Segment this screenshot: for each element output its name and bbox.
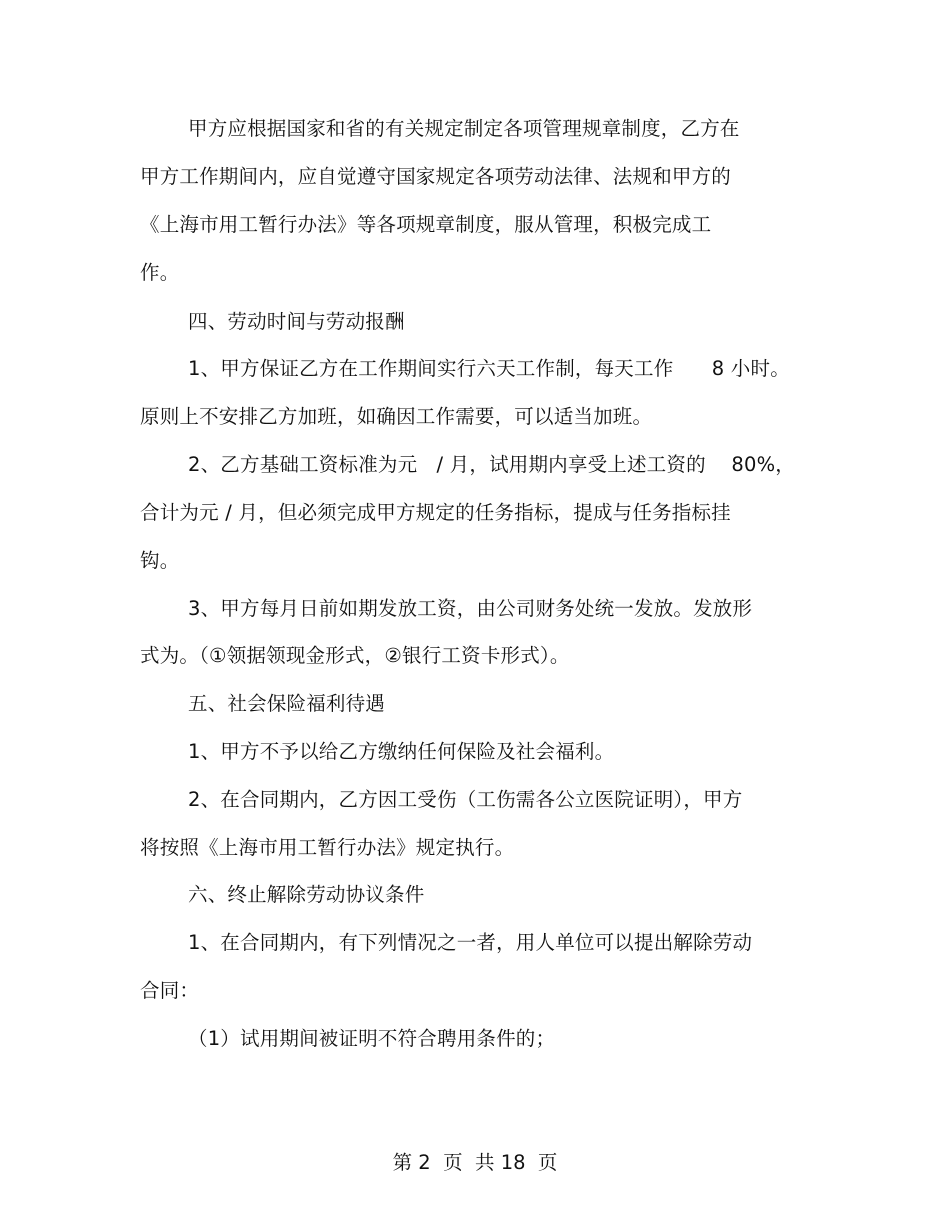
paragraph-line: 作。 xyxy=(140,261,180,284)
paragraph-line: 将按照《上海市用工暂行办法》规定执行。 xyxy=(140,836,515,859)
paragraph-line: 2、乙方基础工资标准为元 / 月，试用期内享受上述工资的 80%， xyxy=(188,453,796,476)
paragraph-line: 1、在合同期内，有下列情况之一者，用人单位可以提出解除劳动 xyxy=(188,931,753,954)
paragraph-line: 合同： xyxy=(140,979,200,1002)
paragraph-line: 3、甲方每月日前如期发放工资，由公司财务处统一发放。发放形 xyxy=(188,597,753,620)
paragraph-line: 1、甲方不予以给乙方缴纳任何保险及社会福利。 xyxy=(188,740,615,763)
paragraph-line: 式为。（①领据领现金形式，②银行工资卡形式）。 xyxy=(140,644,570,667)
paragraph-line: 钩。 xyxy=(140,549,180,572)
section-heading: 五、社会保险福利待遇 xyxy=(188,692,386,715)
section-heading: 六、终止解除劳动协议条件 xyxy=(188,883,425,906)
paragraph-line: 原则上不安排乙方加班，如确因工作需要，可以适当加班。 xyxy=(140,405,653,428)
paragraph-line: 1、甲方保证乙方在工作期间实行六天工作制，每天工作 8 小时。 xyxy=(188,357,790,380)
paragraph-line: （1）试用期间被证明不符合聘用条件的； xyxy=(188,1027,556,1050)
page-number-footer: 第 2 页 共 18 页 xyxy=(392,1151,558,1174)
section-heading: 四、劳动时间与劳动报酬 xyxy=(188,310,405,333)
paragraph-line: 《上海市用工暂行办法》等各项规章制度，服从管理，积极完成工 xyxy=(140,213,712,236)
paragraph-line: 甲方应根据国家和省的有关规定制定各项管理规章制度，乙方在 xyxy=(188,117,740,140)
paragraph-line: 2、在合同期内，乙方因工受伤（工伤需各公立医院证明），甲方 xyxy=(188,788,743,811)
paragraph-line: 合计为元 / 月，但必须完成甲方规定的任务指标，提成与任务指标挂 xyxy=(140,501,731,524)
paragraph-line: 甲方工作期间内，应自觉遵守国家规定各项劳动法律、法规和甲方的 xyxy=(140,165,732,188)
